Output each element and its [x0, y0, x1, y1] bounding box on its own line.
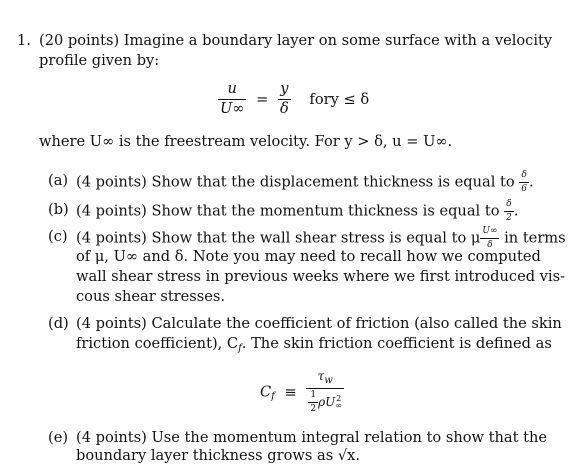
- eq2-lhs: C: [260, 383, 272, 401]
- eq1-numerator-u: u: [227, 80, 237, 97]
- part-b-frac-den: 2: [506, 213, 512, 223]
- eq2-half-den: 2: [310, 404, 317, 414]
- part-c-line3: wall shear stress in previous weeks where we first introduced vis-: [76, 268, 566, 285]
- part-d-line1: (4 points) Calculate the coefficient of friction (also called the skin: [76, 315, 562, 332]
- part-d-label: (d): [48, 315, 69, 332]
- problem-intro-line1: (20 points) Imagine a boundary layer on some surface with a velocity: [39, 32, 553, 49]
- velocity-profile-equation: [218, 82, 369, 116]
- eq2-numerator-sub: w: [324, 375, 333, 386]
- part-e-line1: (4 points) Use the momentum integral relation to show that the: [76, 429, 548, 446]
- part-b-line1: (4 points) Show that the momentum thickness is equal to: [76, 202, 500, 220]
- part-d-line2: friction coefficient), $C_f$. The skin friction coefficient is defined as: [76, 335, 552, 354]
- freestream-statement: where U∞ is the freestream velocity. For y > δ, u = U∞.: [39, 133, 453, 150]
- part-d-line2-text: friction coefficient), C: [76, 335, 239, 352]
- problem-intro-line2: profile given by:: [39, 52, 160, 69]
- skin-friction-equation: [260, 370, 344, 414]
- eq2-numerator-tau: τ: [317, 369, 325, 383]
- eq1-condition: fory ≤ δ: [309, 90, 370, 108]
- eq1-numerator-y: y: [280, 80, 289, 97]
- eq2-half-num: 1: [310, 390, 317, 400]
- part-a-text: (4 points) Show that the displacement thickness is equal to $\frac{\delta}{6}$ .: [76, 170, 534, 194]
- eq1-equals: =: [256, 90, 269, 108]
- part-c-line4: cous shear stresses.: [76, 288, 226, 305]
- part-e-label: (e): [48, 429, 69, 446]
- part-e-line2: boundary layer thickness grows as √x.: [76, 447, 361, 464]
- part-d-line2-tail: . The skin friction coefficient is defined as: [241, 335, 552, 352]
- part-c-frac-den: δ: [487, 240, 493, 250]
- eq2-lhs-sub: f: [271, 391, 275, 402]
- part-a-line1: (4 points) Show that the displacement thickness is equal to: [76, 173, 515, 191]
- part-a-frac-num: δ: [521, 170, 527, 180]
- part-c-frac-num: U∞: [482, 226, 498, 236]
- eq1-denominator-delta: δ: [279, 99, 289, 117]
- part-c-line1-tail: in terms: [504, 229, 566, 247]
- eq2-den-rho-u: ρU: [318, 395, 336, 409]
- problem-number: 1.: [17, 32, 31, 49]
- part-b-text: (4 points) Show that the momentum thickness is equal to $\frac{\delta}{2}$ .: [76, 199, 519, 223]
- eq2-den-sup: 2: [336, 394, 342, 404]
- part-a-label: (a): [48, 172, 69, 189]
- part-a-frac-den: 6: [521, 184, 528, 194]
- eq1-denominator-uinf: U∞: [220, 99, 245, 117]
- part-b-label: (b): [48, 201, 69, 218]
- eq2-den-sub: ∞: [335, 400, 342, 410]
- part-c-line2: of μ, U∞ and δ. Note you may need to recall how we computed: [76, 248, 541, 265]
- part-b-frac-num: δ: [506, 199, 512, 209]
- eq2-equiv: ≡: [284, 383, 297, 401]
- part-c-label: (c): [48, 228, 68, 245]
- part-c-line1-text: (4 points) Show that the wall shear stress is equal to μ: [76, 229, 481, 247]
